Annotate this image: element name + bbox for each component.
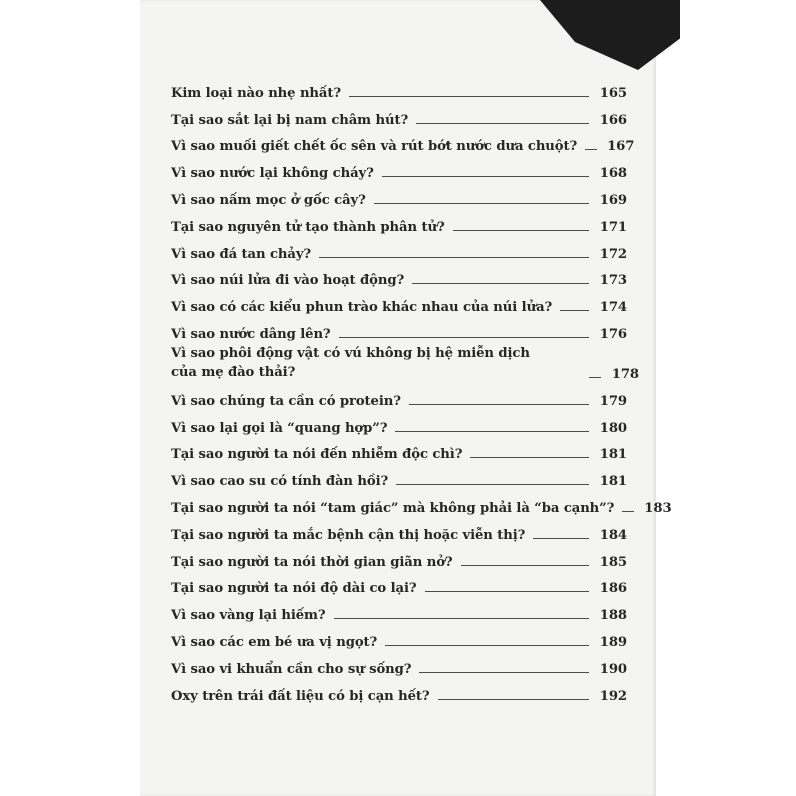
toc-entry-title: Vì sao núi lửa đi vào hoạt động? [171, 273, 405, 289]
dotted-leader [416, 123, 589, 124]
toc-entry [171, 543, 627, 570]
toc-entry [171, 409, 627, 436]
toc-entry-page: 189 [599, 634, 627, 650]
toc-entry-title: Tại sao người ta nói thời gian giãn nở? [171, 554, 453, 570]
toc-entry-page: 190 [599, 661, 627, 677]
toc-entry-page: 178 [611, 366, 639, 382]
toc-entry [171, 262, 627, 289]
toc-entry-page: 179 [599, 393, 627, 409]
toc-entry [171, 74, 627, 101]
toc-entry-page: 176 [599, 326, 627, 342]
toc-entry-title: Oxy trên trái đất liệu có bị cạn hết? [171, 688, 430, 704]
toc-entry-page: 166 [599, 112, 627, 128]
dotted-leader [339, 337, 589, 338]
toc-entry [171, 154, 627, 181]
toc-entry-title: Tại sao người ta mắc bệnh cận thị hoặc viễn thị? [171, 527, 526, 543]
dotted-leader [419, 672, 589, 673]
toc-entry-page: 174 [599, 300, 627, 316]
toc-entry [171, 181, 627, 208]
dotted-leader [425, 591, 589, 592]
toc-entry-page: 173 [599, 273, 627, 289]
toc-entry-title: Vì sao chúng ta cần có protein? [171, 393, 401, 409]
toc-entry-page: 183 [644, 500, 672, 516]
toc-entry-page: 171 [599, 219, 627, 235]
toc-entry-title: Vì sao các em bé ưa vị ngọt? [171, 634, 378, 650]
dotted-leader [585, 149, 597, 150]
toc-entry [171, 128, 635, 155]
toc-entry-page: 167 [607, 139, 635, 155]
toc-entry-title: Vì sao có các kiểu phun trào khác nhau của núi lửa? [171, 300, 553, 316]
toc-entry-title: Kim loại nào nhẹ nhất? [171, 85, 341, 101]
toc-entry [171, 315, 627, 342]
toc-entry-title: Vì sao vi khuẩn cần cho sự sống? [171, 661, 412, 677]
dotted-leader [470, 457, 589, 458]
toc-entry-page: 186 [599, 581, 627, 597]
toc-entry-title: Vì sao muối giết chết ốc sên và rút bớt nước dưa chuột? [171, 139, 578, 155]
dotted-leader [349, 96, 589, 97]
toc-entry-title: Vì sao cao su có tính đàn hồi? [171, 474, 389, 490]
toc-entry-page: 184 [599, 527, 627, 543]
toc-entry-page: 185 [599, 554, 627, 570]
dotted-leader [395, 431, 589, 432]
toc-entry [171, 436, 627, 463]
dotted-leader [412, 283, 589, 284]
dotted-leader [374, 203, 589, 204]
toc-entry-title: Vì sao vàng lại hiếm? [171, 608, 326, 624]
toc-entry-title: Tại sao nguyên tử tạo thành phân tử? [171, 219, 445, 235]
dotted-leader [319, 257, 589, 258]
toc-entry-title: Tại sao người ta nói đến nhiễm độc chì? [171, 447, 463, 463]
toc-entry [171, 677, 627, 704]
toc-entry [171, 235, 627, 262]
dotted-leader [385, 645, 589, 646]
toc-entry-page: 181 [599, 474, 627, 490]
dotted-leader [589, 377, 601, 378]
table-of-contents [171, 74, 672, 704]
toc-entry-page: 168 [599, 166, 627, 182]
toc-entry [171, 208, 627, 235]
toc-entry [171, 342, 639, 382]
toc-entry-page: 172 [599, 246, 627, 262]
dotted-leader [622, 511, 634, 512]
toc-entry-title: Vì sao lại gọi là “quang hợp”? [171, 420, 388, 436]
dotted-leader [438, 699, 589, 700]
toc-entry [171, 288, 627, 315]
toc-entry-page: 165 [599, 85, 627, 101]
toc-entry-page: 181 [599, 447, 627, 463]
toc-entry-title: Tại sao người ta nói độ dài co lại? [171, 581, 417, 597]
toc-entry [171, 101, 627, 128]
dotted-leader [453, 230, 589, 231]
toc-entry [171, 623, 627, 650]
dotted-leader [533, 538, 589, 539]
toc-entry-title: Vì sao đá tan chảy? [171, 246, 312, 262]
dotted-leader [560, 310, 589, 311]
dotted-leader [382, 176, 589, 177]
toc-entry-title: Tại sao sắt lại bị nam châm hút? [171, 112, 409, 128]
dotted-leader [461, 565, 589, 566]
toc-entry [171, 516, 627, 543]
toc-entry-page: 192 [599, 688, 627, 704]
toc-entry-page: 169 [599, 192, 627, 208]
toc-entry [171, 462, 627, 489]
toc-entry [171, 650, 627, 677]
dotted-leader [396, 484, 589, 485]
toc-entry-title-line2: của mẹ đào thải? [171, 364, 296, 380]
toc-entry [171, 596, 627, 623]
dotted-leader [334, 618, 589, 619]
toc-entry-title [171, 344, 581, 382]
toc-entry [171, 570, 627, 597]
toc-entry-title: Vì sao nấm mọc ở gốc cây? [171, 192, 366, 208]
toc-entry-title-line1: Vì sao phôi động vật có vú không bị hệ miễn dịch [171, 345, 530, 361]
toc-entry-title: Vì sao nước dâng lên? [171, 326, 331, 342]
dotted-leader [409, 404, 589, 405]
toc-entry-title: Vì sao nước lại không cháy? [171, 166, 374, 182]
toc-entry [171, 489, 672, 516]
toc-entry-title: Tại sao người ta nói “tam giác” mà không phải là “ba cạnh”? [171, 500, 615, 516]
toc-entry-page: 188 [599, 608, 627, 624]
toc-entry-page: 180 [599, 420, 627, 436]
toc-entry [171, 382, 627, 409]
